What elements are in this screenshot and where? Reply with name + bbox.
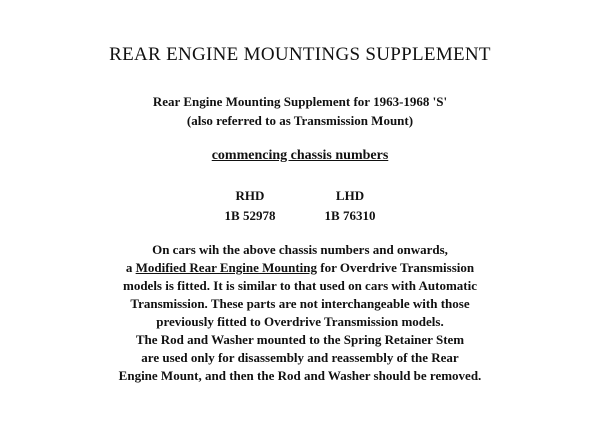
body-text-fragment: a (125, 260, 136, 275)
lhd-label: LHD (335, 188, 365, 203)
body-line: Transmission. These parts are not interchangeable with those (130, 296, 470, 311)
chassis-heading: commencing chassis numbers (211, 148, 389, 163)
body-line: On cars wih the above chassis numbers and onwards, (152, 242, 448, 257)
body-text-fragment: for Overdrive Transmission (317, 260, 475, 275)
subtitle-note: (also referred to as Transmission Mount) (186, 113, 414, 128)
subtitle (0, 92, 600, 130)
lhd-chassis-number: 1B 76310 (324, 208, 376, 223)
body-line: are used only for disassembly and reassembly of the Rear (141, 350, 459, 365)
body-line: Engine Mount, and then the Rod and Washer should be removed. (118, 368, 482, 383)
rhd-label: RHD (235, 188, 265, 203)
rhd-chassis-number: 1B 52978 (224, 208, 276, 223)
body-line (0, 259, 600, 277)
chassis-number-table (200, 186, 400, 226)
body-line: models is fitted. It is similar to that used on cars with Automatic (122, 278, 477, 293)
modified-mounting-emphasis: Modified Rear Engine Mounting (135, 260, 318, 275)
body-line: previously fitted to Overdrive Transmission models. (156, 314, 444, 329)
page-title: REAR ENGINE MOUNTINGS SUPPLEMENT (109, 44, 491, 65)
body-line: The Rod and Washer mounted to the Spring Retainer Stem (135, 332, 465, 347)
subtitle-line: Rear Engine Mounting Supplement for 1963-1968 'S' (152, 94, 448, 109)
body-paragraph (0, 241, 600, 385)
